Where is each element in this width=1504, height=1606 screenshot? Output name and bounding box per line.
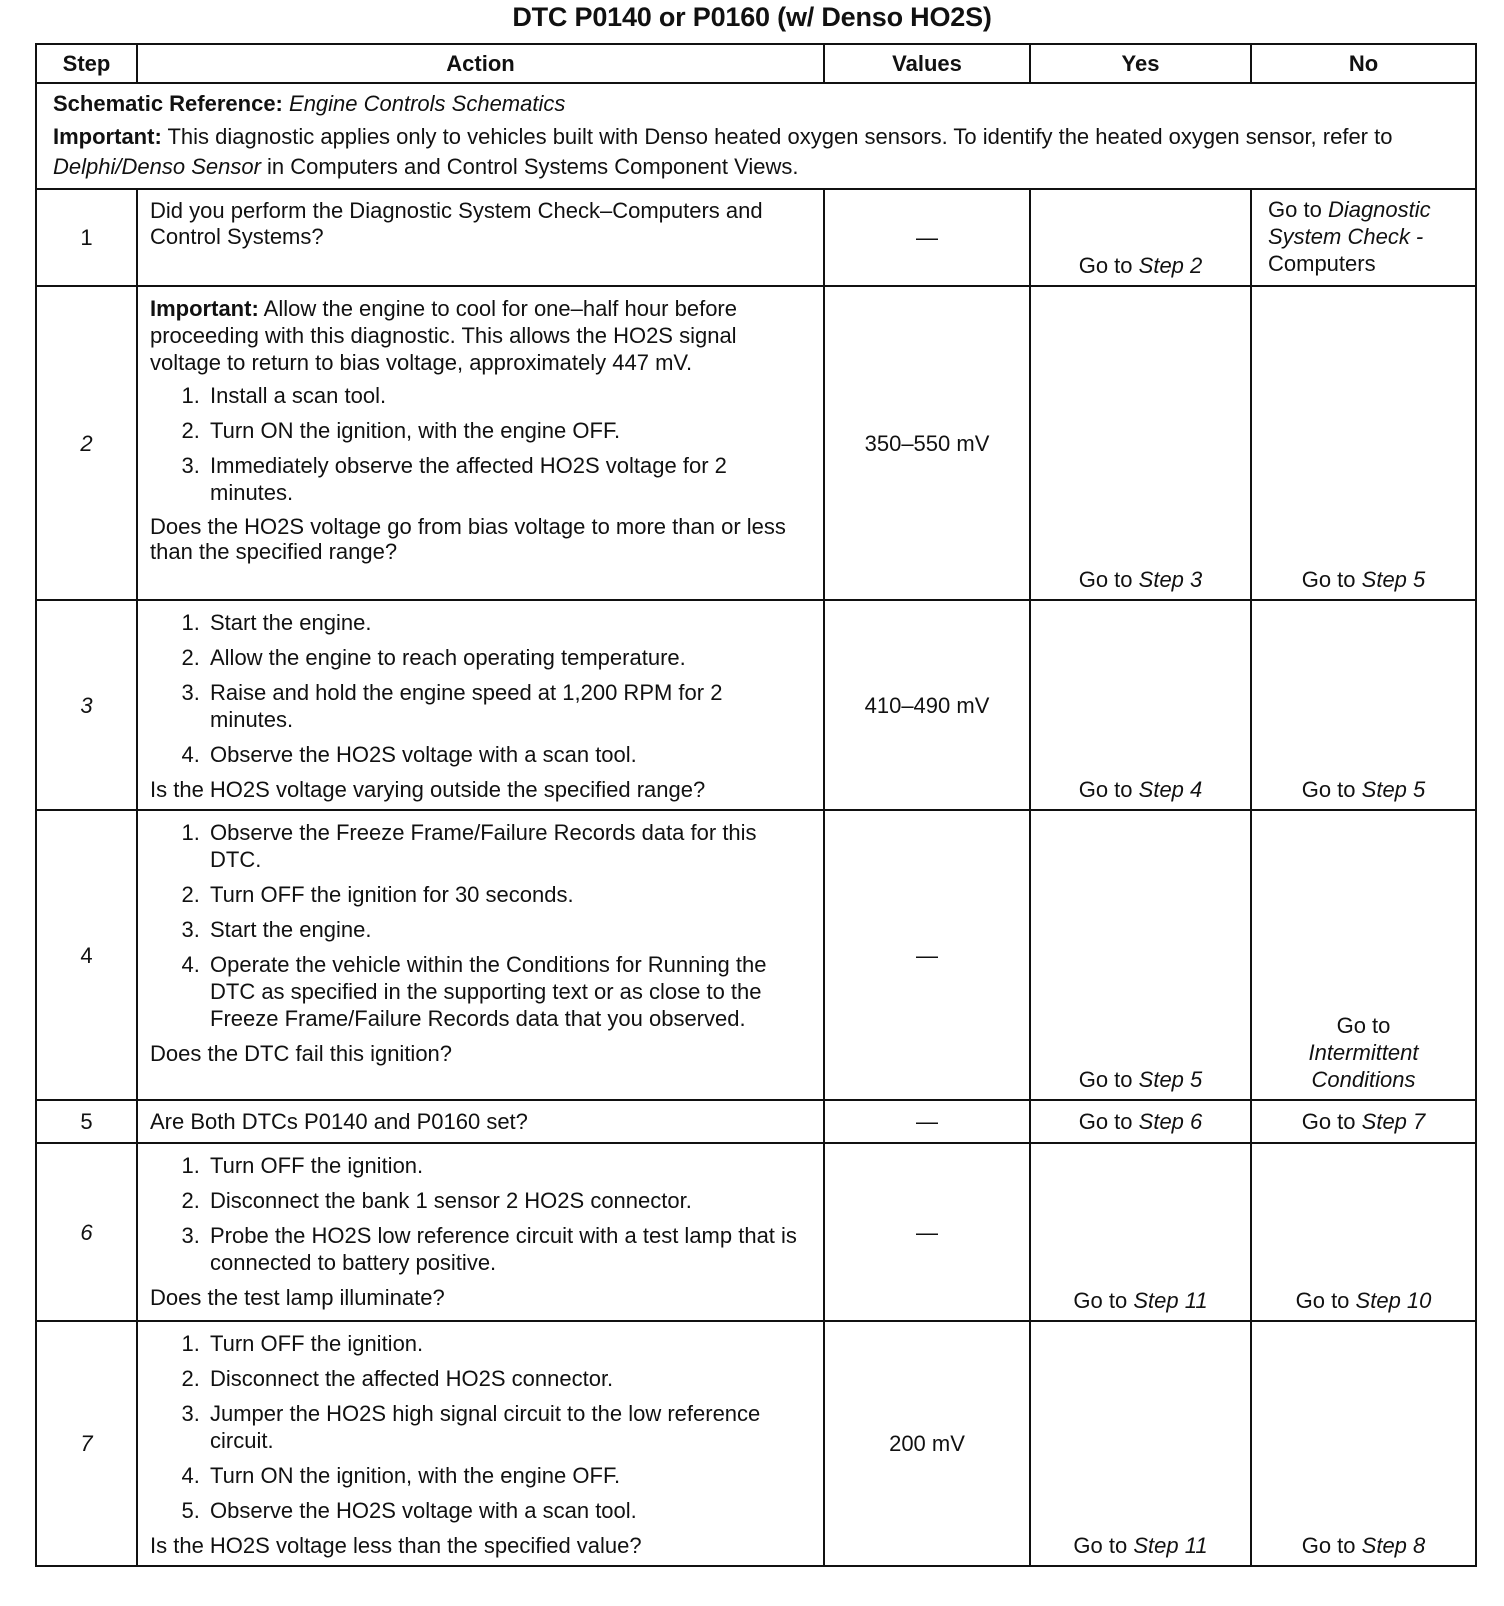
table-row — [36, 1100, 1476, 1143]
no-cell[interactable]: Go to Intermittent Conditions — [1251, 810, 1476, 1100]
no-cell[interactable]: Go to Step 5 — [1251, 600, 1476, 810]
value-cell: — — [824, 1100, 1030, 1143]
header-no: No — [1251, 44, 1476, 83]
no-cell[interactable]: Go to Step 5 — [1251, 286, 1476, 600]
step-number: 7 — [36, 1321, 137, 1566]
yes-cell[interactable]: Go to Step 2 — [1030, 189, 1251, 286]
header-step: Step — [36, 44, 137, 83]
diagnostic-table — [35, 43, 1477, 1567]
reference-cell — [36, 83, 1476, 189]
no-cell[interactable]: Go to Step 8 — [1251, 1321, 1476, 1566]
table-row — [36, 286, 1476, 600]
schematic-link[interactable]: Engine Controls Schematics — [289, 91, 566, 116]
action-cell: Did you perform the Diagnostic System Check–Computers and Control Systems? — [137, 189, 824, 286]
procedure-list: 1. Start the engine. 2. Allow the engine to reach operating temperature. 3. Raise and hold the engine speed at 1,200 RPM for 2 minutes. 4. Observe the HO2S voltage with a scan tool. — [150, 609, 811, 768]
table-row — [36, 1321, 1476, 1566]
yes-cell[interactable]: Go to Step 3 — [1030, 286, 1251, 600]
action-cell: 1. Turn OFF the ignition. 2. Disconnect the bank 1 sensor 2 HO2S connector. 3. Probe the HO2S low reference circuit with a test lamp that is connected to battery positive. Does the test lamp illuminate? — [137, 1143, 824, 1321]
value-cell: — — [824, 810, 1030, 1100]
important-label: Important: — [53, 124, 162, 149]
sensor-link[interactable]: Delphi/Denso Sensor — [53, 154, 261, 179]
procedure-list: 1. Turn OFF the ignition. 2. Disconnect the affected HO2S connector. 3. Jumper the HO2S high signal circuit to the low reference circuit. 4. Turn ON the ignition, with the engine OFF. 5. Observe the HO2S voltage with a scan tool. — [150, 1330, 811, 1524]
action-cell: Are Both DTCs P0140 and P0160 set? — [137, 1100, 824, 1143]
procedure-list: 1. Turn OFF the ignition. 2. Disconnect the bank 1 sensor 2 HO2S connector. 3. Probe the HO2S low reference circuit with a test lamp that is connected to battery positive. — [150, 1152, 811, 1276]
header-values: Values — [824, 44, 1030, 83]
value-cell: 350–550 mV — [824, 286, 1030, 600]
yes-cell[interactable]: Go to Step 6 — [1030, 1100, 1251, 1143]
action-cell: Important: Allow the engine to cool for one–half hour before proceeding with this diagnostic. This allows the HO2S signal voltage to return to bias voltage, approximately 447 mV. 1. Install a scan tool. 2. Turn ON the ignition, with the engine OFF. 3. Immediately observe the affected HO2S voltage for 2 minutes. Does the HO2S voltage go from bias voltage to more than or less than the specified range? — [137, 286, 824, 600]
step-number: 1 — [36, 189, 137, 286]
yes-cell[interactable]: Go to Step 4 — [1030, 600, 1251, 810]
step-number: 2 — [36, 286, 137, 600]
table-row — [36, 600, 1476, 810]
value-cell: — — [824, 189, 1030, 286]
value-cell: — — [824, 1143, 1030, 1321]
no-cell[interactable]: Go to Step 10 — [1251, 1143, 1476, 1321]
step-number: 3 — [36, 600, 137, 810]
step-number: 5 — [36, 1100, 137, 1143]
value-cell: 200 mV — [824, 1321, 1030, 1566]
yes-cell[interactable]: Go to Step 5 — [1030, 810, 1251, 1100]
step-number: 6 — [36, 1143, 137, 1321]
step-number: 4 — [36, 810, 137, 1100]
no-cell[interactable]: Go to Diagnostic System Check - Computers — [1251, 189, 1476, 286]
action-cell: 1. Observe the Freeze Frame/Failure Records data for this DTC. 2. Turn OFF the ignition for 30 seconds. 3. Start the engine. 4. Operate the vehicle within the Conditions for Running the DTC as specified in the supporting text or as close to the Freeze Frame/Failure Records data that you observed. Does the DTC fail this ignition? — [137, 810, 824, 1100]
table-row — [36, 810, 1476, 1100]
yes-cell[interactable]: Go to Step 11 — [1030, 1321, 1251, 1566]
procedure-list: 1. Install a scan tool. 2. Turn ON the ignition, with the engine OFF. 3. Immediately observe the affected HO2S voltage for 2 minutes. — [150, 382, 811, 506]
header-yes: Yes — [1030, 44, 1251, 83]
procedure-list: 1. Observe the Freeze Frame/Failure Records data for this DTC. 2. Turn OFF the ignition for 30 seconds. 3. Start the engine. 4. Operate the vehicle within the Conditions for Running the DTC as specified in the supporting text or as close to the Freeze Frame/Failure Records data that you observed. — [150, 819, 811, 1032]
schematic-reference — [53, 90, 1459, 117]
value-cell: 410–490 mV — [824, 600, 1030, 810]
schematic-label: Schematic Reference: — [53, 91, 283, 116]
table-row — [36, 189, 1476, 286]
action-cell: 1. Start the engine. 2. Allow the engine to reach operating temperature. 3. Raise and hold the engine speed at 1,200 RPM for 2 minutes. 4. Observe the HO2S voltage with a scan tool. Is the HO2S voltage varying outside the specified range? — [137, 600, 824, 810]
header-action: Action — [137, 44, 824, 83]
no-cell[interactable]: Go to Step 7 — [1251, 1100, 1476, 1143]
page-title: DTC P0140 or P0160 (w/ Denso HO2S) — [512, 2, 992, 32]
table-row — [36, 1143, 1476, 1321]
reference-row — [36, 83, 1476, 189]
action-cell: 1. Turn OFF the ignition. 2. Disconnect the affected HO2S connector. 3. Jumper the HO2S high signal circuit to the low reference circuit. 4. Turn ON the ignition, with the engine OFF. 5. Observe the HO2S voltage with a scan tool. Is the HO2S voltage less than the specified value? — [137, 1321, 824, 1566]
header-row — [36, 44, 1476, 83]
important-note: Important: This diagnostic applies only to vehicles built with Denso heated oxygen sensors. To identify the heated oxygen sensor, refer to Delphi/Denso Sensor in Computers and Control Systems Component Views. — [53, 124, 1393, 179]
yes-cell[interactable]: Go to Step 11 — [1030, 1143, 1251, 1321]
